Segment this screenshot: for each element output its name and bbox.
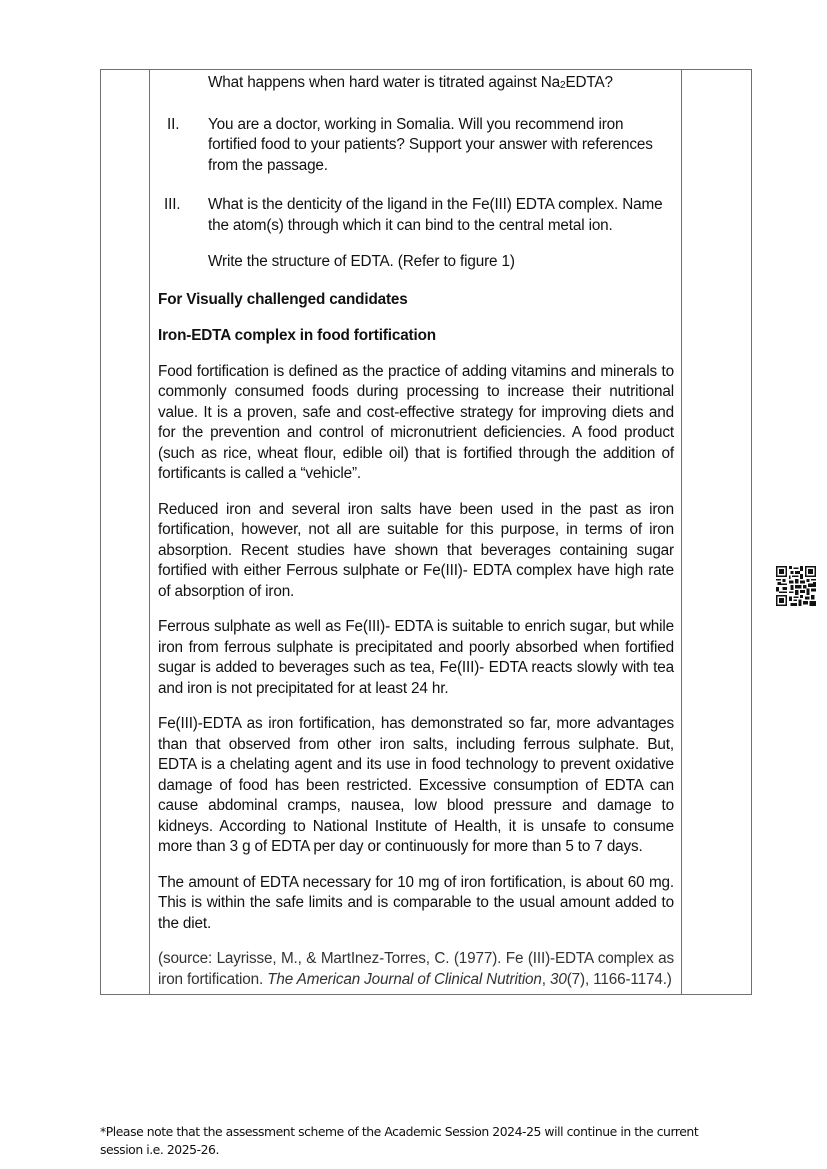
question-continuation: What happens when hard water is titrated against Na2EDTA? (208, 74, 613, 91)
qr-code-icon[interactable] (776, 566, 816, 606)
question-item-ii (158, 115, 674, 177)
question-item-iii (158, 195, 674, 236)
question-table (100, 69, 752, 995)
passage-paragraph: Ferrous sulphate as well as Fe(III)- EDTA is suitable to enrich sugar, but while iron from ferrous sulphate is precipitated and poorly absorbed when fortified sugar is added to beverages such as tea, Fe(III)- EDTA reacts slowly with tea and iron is not precipitated for at least 24 hr. (158, 618, 674, 697)
footnote: *Please note that the assessment scheme of the Academic Session 2024-25 will continue in the current session i.e. 2025-26. (100, 1124, 699, 1157)
passage-paragraph: Food fortification is defined as the practice of adding vitamins and minerals to commonly consumed foods during processing to increase their nutritional value. It is a proven, safe and cost-effective strategy for improving diets and for the prevention and control of micronutrient deficiencies. A food product (such as rice, wheat flour, edible oil) that is fortified through the addition of fortificants is called a “vehicle”. (158, 362, 674, 482)
source-citation: (source: Layrisse, M., & MartInez-Torres, C. (1977). Fe (III)-EDTA complex as iron fortification. The American Journal of Clinical Nutrition, 30(7), 1166-1174.) (158, 950, 674, 988)
journal-name: The American Journal of Clinical Nutrition (267, 970, 542, 988)
question-text: You are a doctor, working in Somalia. Will you recommend iron fortified food to your patients? Support your answer with references from the passage. (208, 115, 653, 174)
serial-number-cell (101, 70, 150, 995)
visually-challenged-heading: For Visually challenged candidates (158, 290, 408, 308)
write-structure-instruction: Write the structure of EDTA. (Refer to figure 1) (208, 253, 515, 270)
passage-paragraph: The amount of EDTA necessary for 10 mg of iron fortification, is about 60 mg. This is within the safe limits and is comparable to the usual amount added to the diet. (158, 873, 674, 932)
table-row (101, 70, 752, 995)
passage-paragraph: Reduced iron and several iron salts have been used in the past as iron fortification, however, not all are suitable for this purpose, in terms of iron absorption. Recent studies have shown that beverages containing sugar fortified with either Ferrous sulphate or Fe(III)- EDTA complex have high rate of absorption of iron. (158, 500, 674, 600)
marks-cell (682, 70, 752, 995)
passage-paragraph: Fe(III)-EDTA as iron fortification, has demonstrated so far, more advantages than that observed from other iron salts, including ferrous sulphate. But, EDTA is a chelating agent and its use in food technology to prevent oxidative damage of food has been restricted. Excessive consumption of EDTA can cause abdominal cramps, nausea, low blood pressure and damage to kidneys. According to National Institute of Health, it is unsafe to consume more than 3 g of EDTA per day or continuously for more than 5 to 7 days. (158, 715, 674, 855)
question-number: II. (167, 115, 180, 133)
subscript: 2 (560, 80, 566, 91)
question-number: III. (164, 196, 181, 213)
question-content-cell (150, 70, 682, 995)
journal-volume: 30 (550, 970, 567, 988)
passage-title: Iron-EDTA complex in food fortification (158, 327, 436, 344)
question-text: What is the denticity of the ligand in the Fe(III) EDTA complex. Name the atom(s) through which it can bind to the central metal ion. (208, 196, 663, 234)
